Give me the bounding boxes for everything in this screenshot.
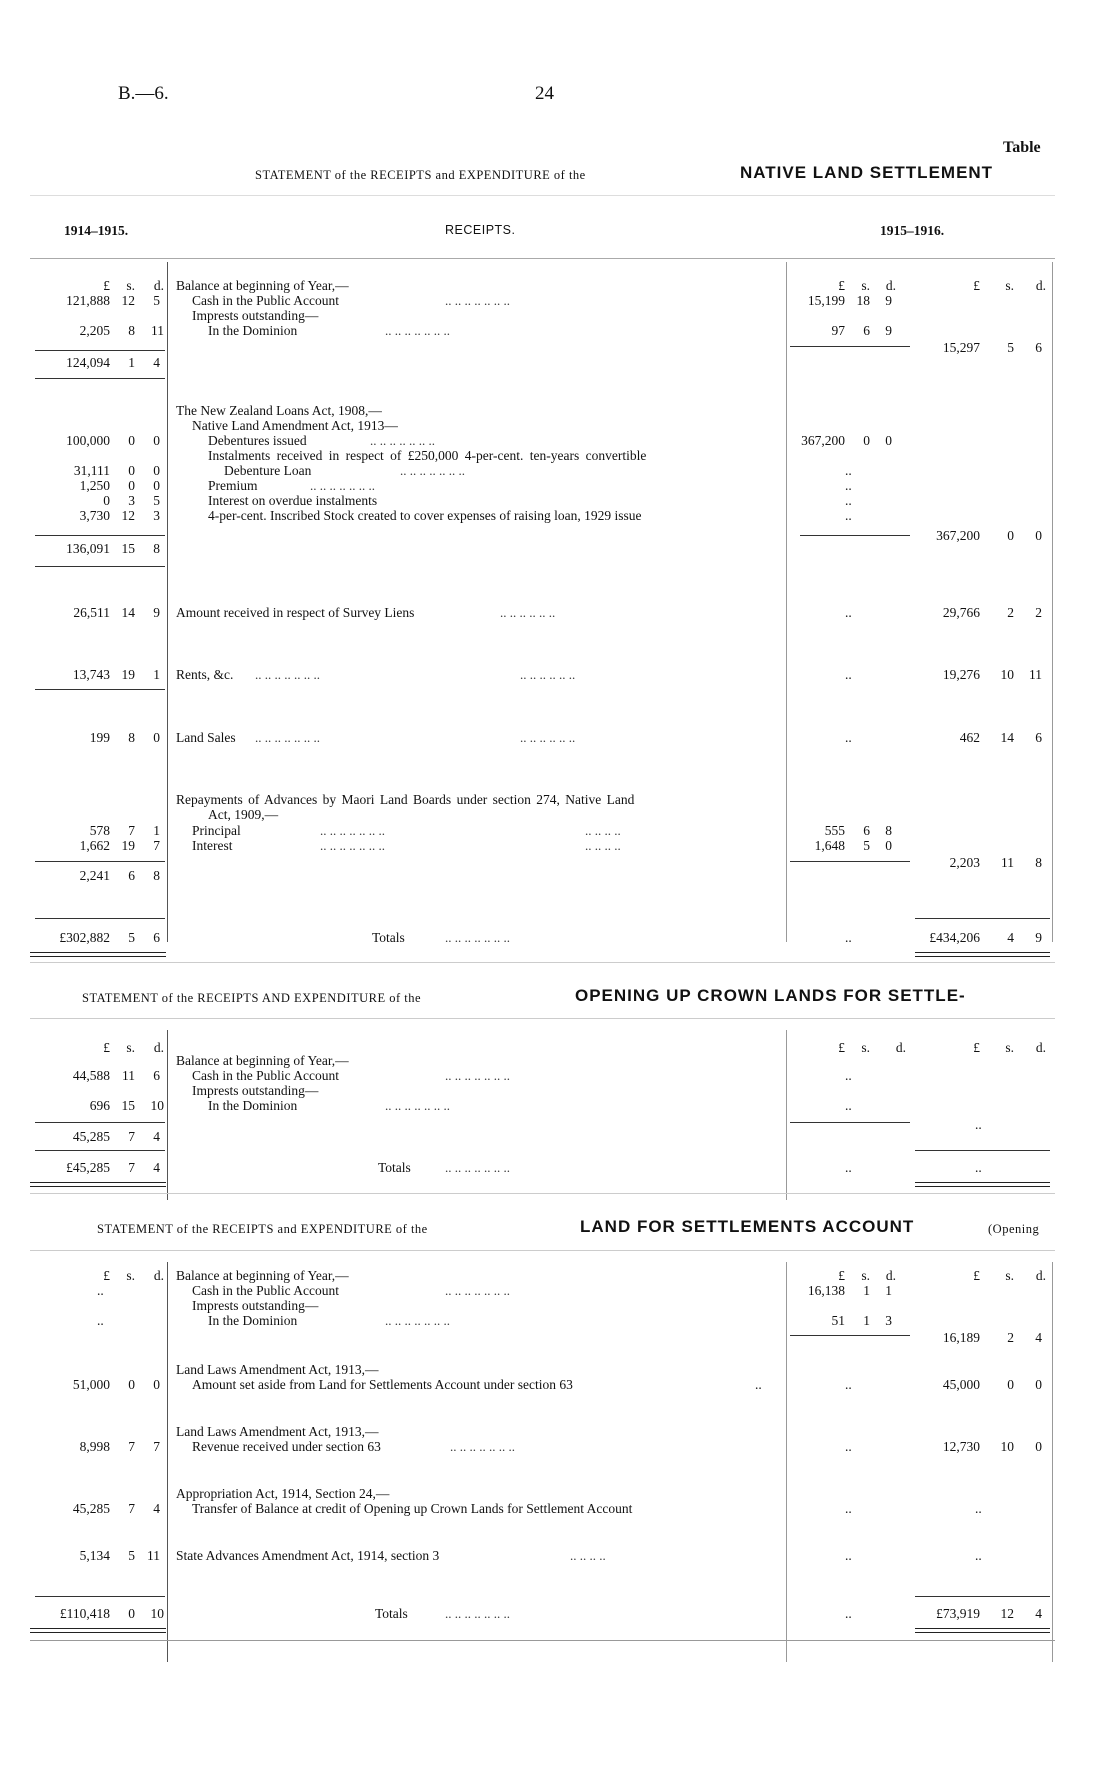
s1-curr-debentures-d: 0	[885, 433, 892, 448]
section3-title-bold: LAND FOR SETTLEMENTS ACCOUNT	[580, 1217, 915, 1236]
unit-prev-d: d.	[153, 278, 164, 293]
nil: ..	[845, 508, 852, 523]
nil: ..	[975, 1548, 982, 1563]
s1-prev-cash-s: 12	[121, 293, 135, 308]
s3-unit-detail-l: £	[838, 1268, 845, 1283]
s1-prev-repay-interest-l: 1,662	[79, 838, 110, 853]
s3-total-curr-d: 4	[1035, 1606, 1042, 1621]
s3-advances-prev-d: 11	[147, 1548, 160, 1563]
s3-total-prev-l: £110,418	[59, 1606, 110, 1621]
s1-principal-label: Principal	[192, 823, 241, 838]
s3-laws1-curr-l: 45,000	[942, 1377, 980, 1392]
s1-prev-repay-interest-s: 19	[121, 838, 135, 853]
s1-curr-repay-total-d: 8	[1035, 855, 1042, 870]
s3-laws1-prev-d: 0	[153, 1377, 160, 1392]
s3-unit-prev-s: s.	[126, 1268, 135, 1283]
table-label: Table	[1003, 139, 1041, 156]
s3-curr-cash-l: 16,138	[807, 1283, 845, 1298]
s1-curr-principal-d: 8	[885, 823, 892, 838]
s1-prev-repay-sub-l: 2,241	[79, 868, 110, 883]
leader: .. .. .. .. .. ..	[500, 605, 556, 620]
s3-approp-label: Transfer of Balance at credit of Opening up Crown Lands for Settlement Account	[192, 1501, 633, 1516]
s1-sales-curr-d: 6	[1035, 730, 1042, 745]
s1-curr-debentures-l: 367,200	[801, 433, 845, 448]
nil: ..	[975, 1117, 982, 1132]
col-prev-year: 1914–1915.	[64, 223, 129, 238]
s3-laws2-heading: Land Laws Amendment Act, 1913,—	[176, 1424, 379, 1439]
s3-total-curr-s: 12	[1000, 1606, 1014, 1621]
s1-total-curr-s: 4	[1007, 930, 1014, 945]
unit-detail-d: d.	[885, 278, 896, 293]
leader: .. .. .. .. .. .. ..	[385, 1313, 450, 1328]
s1-premium-label: Premium	[208, 478, 258, 493]
nil: ..	[975, 1501, 982, 1516]
unit-total-l: £	[973, 278, 980, 293]
nil: ..	[845, 667, 852, 682]
s2-prev-dominion-l: 696	[89, 1098, 110, 1113]
s1-prev-loans-sub-l: 136,091	[66, 541, 110, 556]
nil: ..	[845, 1501, 852, 1516]
s1-curr-repay-interest-d: 0	[885, 838, 892, 853]
s3-approp-prev-s: 7	[128, 1501, 135, 1516]
section1-title-prefix: STATEMENT of the RECEIPTS and EXPENDITURE of the	[255, 168, 586, 182]
s1-prev-cash-d: 5	[153, 293, 160, 308]
s1-rents-curr-s: 10	[1000, 667, 1014, 682]
s1-prev-loan-d: 0	[153, 463, 160, 478]
nil: ..	[845, 1439, 852, 1454]
nil: ..	[845, 1606, 852, 1621]
s3-curr-total-l: 16,189	[942, 1330, 980, 1345]
s3-laws2-curr-d: 0	[1035, 1439, 1042, 1454]
s2-prev-sub-s: 7	[128, 1129, 135, 1144]
s1-prev-dominion-s: 8	[128, 323, 135, 338]
s2-totals-label: Totals	[378, 1160, 411, 1175]
col-receipts: RECEIPTS.	[445, 223, 516, 237]
s2-unit-total-d: d.	[1035, 1040, 1046, 1055]
unit-detail-s: s.	[861, 278, 870, 293]
s1-curr-debentures-s: 0	[863, 433, 870, 448]
s1-curr-loans-total-d: 0	[1035, 528, 1042, 543]
s3-approp-prev-l: 45,285	[72, 1501, 110, 1516]
s3-curr-dominion-l: 51	[831, 1313, 845, 1328]
s1-total-prev-l: £302,882	[59, 930, 110, 945]
unit-detail-l: £	[838, 278, 845, 293]
s1-prev-stock-s: 12	[121, 508, 135, 523]
s1-sales-prev-d: 0	[153, 730, 160, 745]
s1-prev-repay-sub-d: 8	[153, 868, 160, 883]
leader: .. .. .. .. .. .. ..	[445, 1283, 510, 1298]
section2-title-bold: OPENING UP CROWN LANDS FOR SETTLE-	[575, 986, 966, 1005]
leader: .. .. .. .. .. .. ..	[310, 478, 375, 493]
s2-unit-prev-l: £	[103, 1040, 110, 1055]
s1-cash-label: Cash in the Public Account	[192, 293, 339, 308]
s3-unit-detail-d: d.	[885, 1268, 896, 1283]
s3-unit-total-s: s.	[1005, 1268, 1014, 1283]
s1-curr-principal-s: 6	[863, 823, 870, 838]
s1-prev-repay-interest-d: 7	[153, 838, 160, 853]
s1-curr-cash-d: 9	[885, 293, 892, 308]
s3-advances-label: State Advances Amendment Act, 1914, section 3	[176, 1548, 440, 1563]
section3-title-suffix: (Opening	[988, 1222, 1040, 1236]
s1-prev-premium-d: 0	[153, 478, 160, 493]
s1-loans-subheading: Native Land Amendment Act, 1913—	[192, 418, 398, 433]
s1-prev-loan-s: 0	[128, 463, 135, 478]
s1-curr-dominion-s: 6	[863, 323, 870, 338]
s3-totals-label: Totals	[375, 1606, 408, 1621]
s1-rents-label: Rents, &c.	[176, 667, 234, 682]
s1-debenture-loan-label: Debenture Loan	[224, 463, 312, 478]
s2-total-prev-s: 7	[128, 1160, 135, 1175]
s3-laws1-label: Amount set aside from Land for Settlements Account under section 63	[192, 1377, 573, 1392]
s1-rents-curr-l: 19,276	[942, 667, 980, 682]
s3-total-prev-s: 0	[128, 1606, 135, 1621]
s1-curr-loans-total-l: 367,200	[936, 528, 980, 543]
leader: .. .. .. .. .. .. ..	[400, 463, 465, 478]
s1-prev-sub-l: 124,094	[66, 355, 110, 370]
s1-debentures-label: Debentures issued	[208, 433, 307, 448]
s1-sales-prev-s: 8	[128, 730, 135, 745]
s1-rents-prev-s: 19	[121, 667, 135, 682]
s3-approp-prev-d: 4	[153, 1501, 160, 1516]
page-number: 24	[535, 83, 554, 104]
s2-prev-dominion-s: 15	[121, 1098, 135, 1113]
s1-curr-total-s: 5	[1007, 340, 1014, 355]
s3-laws2-prev-s: 7	[128, 1439, 135, 1454]
nil: ..	[845, 1160, 852, 1175]
s1-prev-premium-l: 1,250	[79, 478, 110, 493]
nil: ..	[975, 1160, 982, 1175]
s1-prev-loans-sub-s: 15	[121, 541, 135, 556]
leader: .. .. .. .. .. .. ..	[320, 838, 385, 853]
s1-prev-loans-sub-d: 8	[153, 541, 160, 556]
s2-prev-cash-s: 11	[122, 1068, 135, 1083]
s3-total-prev-d: 10	[150, 1606, 164, 1621]
leader: .. .. .. .. .. .. ..	[445, 1068, 510, 1083]
s1-rents-prev-l: 13,743	[72, 667, 110, 682]
section2-title-prefix: STATEMENT of the RECEIPTS AND EXPENDITURE of the	[82, 991, 422, 1005]
s3-advances-prev-s: 5	[128, 1548, 135, 1563]
leader: .. .. .. .. .. .. ..	[385, 323, 450, 338]
s1-prev-loan-l: 31,111	[73, 463, 110, 478]
s1-prev-principal-l: 578	[89, 823, 110, 838]
section3-title-prefix: STATEMENT of the RECEIPTS and EXPENDITURE of the	[97, 1222, 428, 1236]
s3-unit-prev-d: d.	[153, 1268, 164, 1283]
s1-prev-stock-l: 3,730	[79, 508, 110, 523]
s1-survey-prev-s: 14	[121, 605, 135, 620]
col-curr-year: 1915–1916.	[880, 223, 945, 238]
s1-curr-cash-s: 18	[856, 293, 870, 308]
s1-prev-debentures-l: 100,000	[66, 433, 110, 448]
s1-curr-dominion-l: 97	[831, 323, 845, 338]
s1-prev-debentures-s: 0	[128, 433, 135, 448]
s1-prev-interest-s: 3	[128, 493, 135, 508]
leader: .. .. .. .. .. .. ..	[450, 1439, 515, 1454]
s3-laws2-prev-l: 8,998	[79, 1439, 110, 1454]
leader: .. .. .. .. .. ..	[520, 667, 576, 682]
s3-balance-heading: Balance at beginning of Year,—	[176, 1268, 349, 1283]
section1-title-bold: NATIVE LAND SETTLEMENT	[740, 163, 994, 182]
s1-sales-curr-s: 14	[1000, 730, 1014, 745]
s2-cash-label: Cash in the Public Account	[192, 1068, 339, 1083]
s1-curr-total-l: 15,297	[942, 340, 980, 355]
s1-sales-label: Land Sales	[176, 730, 236, 745]
s1-curr-loans-total-s: 0	[1007, 528, 1014, 543]
s2-prev-cash-d: 6	[153, 1068, 160, 1083]
nil: ..	[845, 1098, 852, 1113]
leader: .. .. .. .. .. .. ..	[370, 433, 435, 448]
s1-total-prev-d: 6	[153, 930, 160, 945]
s1-repay-heading1: Repayments of Advances by Maori Land Boards under section 274, Native Land	[176, 792, 635, 807]
s2-unit-detail-l: £	[838, 1040, 845, 1055]
s3-cash-label: Cash in the Public Account	[192, 1283, 339, 1298]
s2-prev-sub-d: 4	[153, 1129, 160, 1144]
nil: ..	[845, 1377, 852, 1392]
s1-prev-interest-l: 0	[103, 493, 110, 508]
s1-prev-sub-s: 1	[128, 355, 135, 370]
s3-curr-cash-s: 1	[863, 1283, 870, 1298]
s1-survey-prev-l: 26,511	[73, 605, 110, 620]
s1-curr-cash-l: 15,199	[807, 293, 845, 308]
unit-prev-l: £	[103, 278, 110, 293]
s1-repay-interest-label: Interest	[192, 838, 233, 853]
s1-prev-dominion-l: 2,205	[79, 323, 110, 338]
s1-curr-repay-total-s: 11	[1001, 855, 1014, 870]
leader: .. .. .. ..	[585, 823, 621, 838]
s1-survey-prev-d: 9	[153, 605, 160, 620]
leader: .. .. .. ..	[585, 838, 621, 853]
s2-unit-total-s: s.	[1005, 1040, 1014, 1055]
s2-unit-prev-d: d.	[153, 1040, 164, 1055]
nil: ..	[845, 493, 852, 508]
s2-imprests-label: Imprests outstanding—	[192, 1083, 319, 1098]
s3-laws2-label: Revenue received under section 63	[192, 1439, 381, 1454]
nil: ..	[97, 1313, 104, 1328]
nil: ..	[845, 478, 852, 493]
page-reference: B.—6.	[118, 83, 169, 104]
s3-laws1-prev-l: 51,000	[72, 1377, 110, 1392]
s1-interest-label: Interest on overdue instalments	[208, 493, 378, 508]
s3-laws1-prev-s: 0	[128, 1377, 135, 1392]
s3-curr-total-s: 2	[1007, 1330, 1014, 1345]
nil: ..	[845, 605, 852, 620]
s3-unit-prev-l: £	[103, 1268, 110, 1283]
s3-approp-heading: Appropriation Act, 1914, Section 24,—	[176, 1486, 390, 1501]
leader: .. .. .. .. .. .. ..	[255, 667, 320, 682]
s3-dominion-label: In the Dominion	[208, 1313, 298, 1328]
s1-imprests-label: Imprests outstanding—	[192, 308, 319, 323]
s2-dominion-label: In the Dominion	[208, 1098, 298, 1113]
s1-repay-heading2: Act, 1909,—	[208, 807, 279, 822]
s2-prev-dominion-d: 10	[150, 1098, 164, 1113]
s2-total-prev-d: 4	[153, 1160, 160, 1175]
s1-curr-total-d: 6	[1035, 340, 1042, 355]
s1-curr-principal-l: 555	[824, 823, 845, 838]
s1-prev-principal-s: 7	[128, 823, 135, 838]
s1-instalments-label: Instalments received in respect of £250,000 4-per-cent. ten-years convertible	[208, 448, 647, 463]
s1-curr-dominion-d: 9	[885, 323, 892, 338]
leader: .. .. .. .. .. .. ..	[255, 730, 320, 745]
s3-laws1-curr-s: 0	[1007, 1377, 1014, 1392]
leader: .. .. .. ..	[570, 1548, 606, 1563]
s1-curr-repay-interest-l: 1,648	[814, 838, 845, 853]
s2-unit-detail-d: d.	[895, 1040, 906, 1055]
s1-stock-label: 4-per-cent. Inscribed Stock created to cover expenses of raising loan, 1929 issue	[208, 508, 642, 523]
s1-survey-curr-d: 2	[1035, 605, 1042, 620]
s1-prev-premium-s: 0	[128, 478, 135, 493]
s3-unit-total-d: d.	[1035, 1268, 1046, 1283]
s1-prev-dominion-d: 11	[151, 323, 164, 338]
s3-curr-cash-d: 1	[885, 1283, 892, 1298]
nil: ..	[845, 1068, 852, 1083]
s2-unit-total-l: £	[973, 1040, 980, 1055]
nil: ..	[845, 730, 852, 745]
s1-total-prev-s: 5	[128, 930, 135, 945]
s1-dominion-label: In the Dominion	[208, 323, 298, 338]
s2-unit-detail-s: s.	[861, 1040, 870, 1055]
nil: ..	[97, 1283, 104, 1298]
s3-laws1-heading: Land Laws Amendment Act, 1913,—	[176, 1362, 379, 1377]
unit-prev-s: s.	[126, 278, 135, 293]
s3-unit-total-l: £	[973, 1268, 980, 1283]
s1-prev-debentures-d: 0	[153, 433, 160, 448]
s1-rents-curr-d: 11	[1029, 667, 1042, 682]
unit-total-s: s.	[1005, 278, 1014, 293]
leader: .. .. .. .. .. .. ..	[445, 293, 510, 308]
s3-imprests-label: Imprests outstanding—	[192, 1298, 319, 1313]
leader: .. .. .. .. .. .. ..	[445, 930, 510, 945]
s1-survey-curr-l: 29,766	[942, 605, 980, 620]
s1-curr-repay-interest-s: 5	[863, 838, 870, 853]
s1-loans-heading: The New Zealand Loans Act, 1908,—	[176, 403, 382, 418]
leader: .. .. .. .. .. .. ..	[445, 1160, 510, 1175]
leader: .. .. .. .. .. .. ..	[445, 1606, 510, 1621]
s1-prev-sub-d: 4	[153, 355, 160, 370]
s1-curr-repay-total-l: 2,203	[949, 855, 980, 870]
s3-unit-detail-s: s.	[861, 1268, 870, 1283]
s1-prev-interest-d: 5	[153, 493, 160, 508]
leader: .. .. .. .. .. ..	[520, 730, 576, 745]
s3-laws2-curr-s: 10	[1000, 1439, 1014, 1454]
s3-laws1-curr-d: 0	[1035, 1377, 1042, 1392]
s2-balance-heading: Balance at beginning of Year,—	[176, 1053, 349, 1068]
s1-totals-label: Totals	[372, 930, 405, 945]
nil: ..	[845, 1548, 852, 1563]
s2-total-prev-l: £45,285	[66, 1160, 110, 1175]
s2-unit-prev-s: s.	[126, 1040, 135, 1055]
s3-advances-prev-l: 5,134	[79, 1548, 110, 1563]
s3-laws2-prev-d: 7	[153, 1439, 160, 1454]
s1-prev-repay-sub-s: 6	[128, 868, 135, 883]
s3-curr-dominion-s: 1	[863, 1313, 870, 1328]
s1-balance-heading: Balance at beginning of Year,—	[176, 278, 349, 293]
s1-total-curr-d: 9	[1035, 930, 1042, 945]
s3-curr-total-d: 4	[1035, 1330, 1042, 1345]
s1-sales-prev-l: 199	[89, 730, 110, 745]
s1-rents-prev-d: 1	[153, 667, 160, 682]
leader: .. .. .. .. .. .. ..	[385, 1098, 450, 1113]
nil: ..	[845, 930, 852, 945]
s3-curr-dominion-d: 3	[885, 1313, 892, 1328]
s1-prev-principal-d: 1	[153, 823, 160, 838]
s3-laws2-curr-l: 12,730	[942, 1439, 980, 1454]
s1-survey-curr-s: 2	[1007, 605, 1014, 620]
s1-prev-cash-l: 121,888	[66, 293, 110, 308]
nil: ..	[845, 463, 852, 478]
s2-prev-sub-l: 45,285	[72, 1129, 110, 1144]
leader: .. .. .. .. .. .. ..	[320, 823, 385, 838]
s1-sales-curr-l: 462	[959, 730, 980, 745]
s1-survey-label: Amount received in respect of Survey Liens	[176, 605, 415, 620]
s1-prev-stock-d: 3	[153, 508, 160, 523]
s3-total-curr-l: £73,919	[936, 1606, 980, 1621]
s1-total-curr-l: £434,206	[929, 930, 980, 945]
s2-prev-cash-l: 44,588	[72, 1068, 110, 1083]
nil: ..	[755, 1377, 762, 1392]
unit-total-d: d.	[1035, 278, 1046, 293]
